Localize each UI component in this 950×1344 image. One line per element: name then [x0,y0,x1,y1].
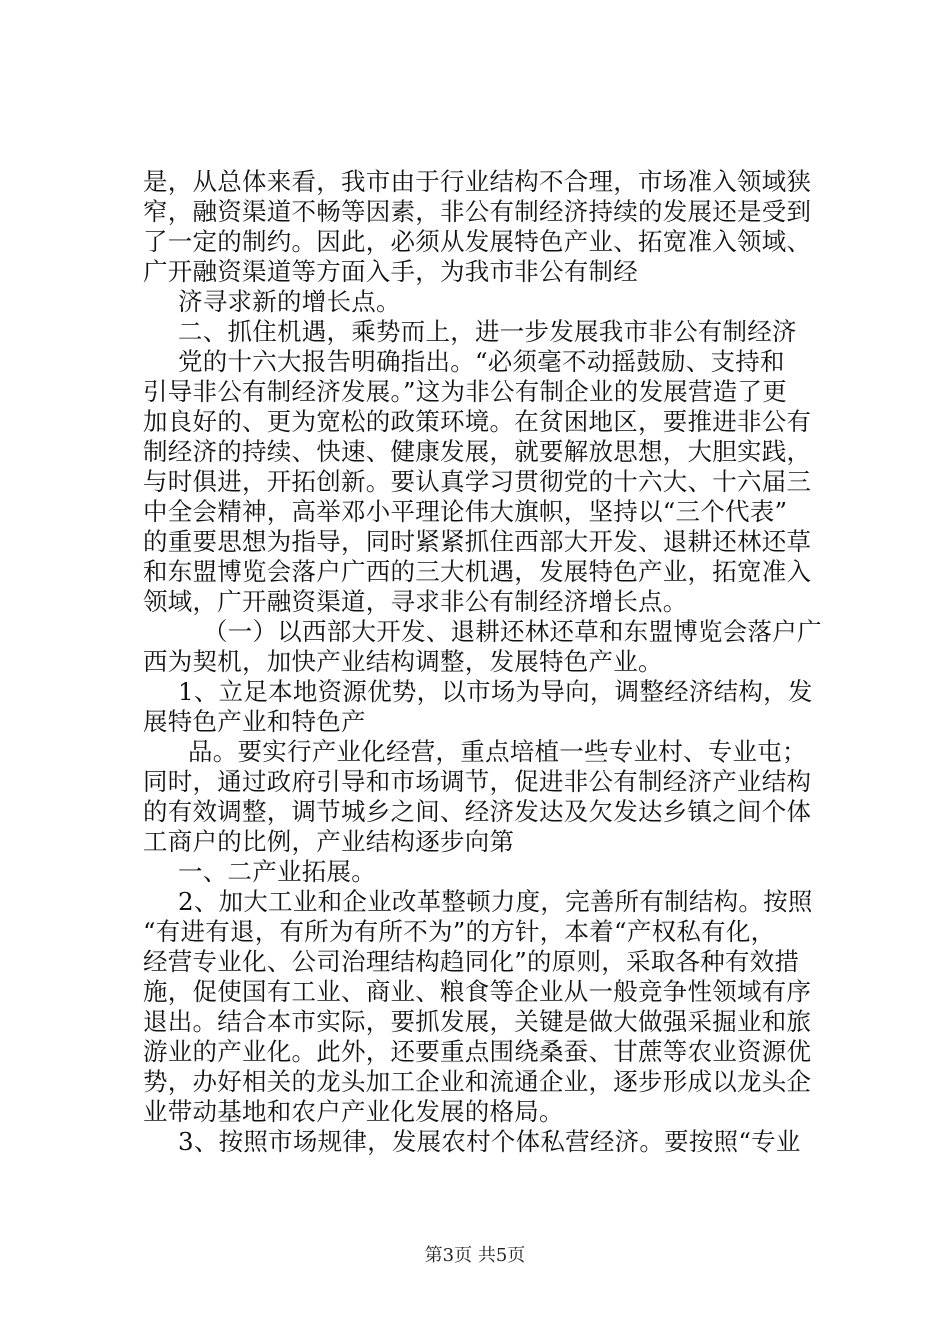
text-line: 与时俱进，开拓创新。要认真学习贯彻党的十六大、十六届三 [143,467,812,496]
text-line: “有进有退，有所为有所不为”的方针，本着“产权私有化， [143,917,776,946]
text-line: 3、按照市场规律，发展农村个体私营经济。要按照“专业 [178,1127,801,1156]
text-line: 是，从总体来看，我市由于行业结构不合理，市场准入领域狭 [143,167,812,196]
text-line: 业带动基地和农户产业化发展的格局。 [143,1097,564,1126]
text-line: 经营专业化、公司治理结构趋同化”的原则，采取各种有效措 [143,947,800,976]
text-line: 窄，融资渠道不畅等因素，非公有制经济持续的发展还是受到 [143,197,812,226]
text-line: 同时，通过政府引导和市场调节，促进非公有制经济产业结构 [143,767,812,796]
text-line: 2、加大工业和企业改革整顿力度，完善所有制结构。按照 [178,887,813,916]
text-line: 工商户的比例，产业结构逐步向第 [143,827,515,856]
text-line: 1、立足本地资源优势，以市场为导向，调整经济结构，发 [178,677,813,706]
text-line: 制经济的持续、快速、健康发展，就要解放思想，大胆实践， [143,437,812,466]
text-line: 了一定的制约。因此，必须从发展特色产业、拓宽准入领域、 [143,227,812,256]
text-line: 领域，广开融资渠道，寻求非公有制经济增长点。 [143,587,688,616]
subsection-heading: （一）以西部大开发、退耕还林还草和东盟博览会落户广 [203,617,822,646]
text-line: 的重要思想为指导，同时紧紧抓住西部大开发、退耕还林还草 [143,527,812,556]
text-line: 势，办好相关的龙头加工企业和流通企业，逐步形成以龙头企 [143,1067,812,1096]
text-line: 的有效调整，调节城乡之间、经济发达及欠发达乡镇之间个体 [143,797,812,826]
text-line: 品。要实行产业化经营，重点培植一些专业村、专业屯； [188,737,807,766]
text-line: 广开融资渠道等方面入手，为我市非公有制经 [143,257,638,286]
text-line: 党的十六大报告明确指出。“必须毫不动摇鼓励、支持和 [178,347,785,376]
section-heading: 二、抓住机遇，乘势而上，进一步发展我市非公有制经济 [178,317,797,346]
text-line: 一、二产业拓展。 [178,857,376,886]
text-line: 西为契机，加快产业结构调整，发展特色产业。 [143,647,663,676]
text-line: 引导非公有制经济发展。”这为非公有制企业的发展营造了更 [143,377,788,406]
text-line: 施，促使国有工业、商业、粮食等企业从一般竞争性领域有序 [143,977,812,1006]
text-line: 济寻求新的增长点。 [178,287,401,316]
text-line: 展特色产业和特色产 [143,707,366,736]
text-line: 游业的产业化。此外，还要重点围绕桑蚕、甘蔗等农业资源优 [143,1037,812,1066]
body-text [143,167,843,1157]
text-line: 退出。结合本市实际，要抓发展，关键是做大做强采掘业和旅 [143,1007,812,1036]
page-number: 第3页 共5页 [424,1245,526,1266]
text-line: 中全会精神，高举邓小平理论伟大旗帜，坚持以“三个代表” [143,497,788,526]
text-line: 加良好的、更为宽松的政策环境。在贫困地区，要推进非公有 [143,407,812,436]
text-line: 和东盟博览会落户广西的三大机遇，发展特色产业，拓宽准入 [143,557,812,586]
